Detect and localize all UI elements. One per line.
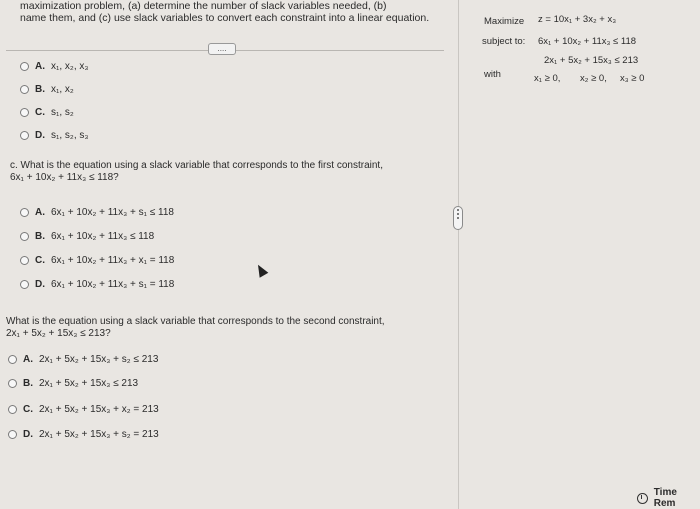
radio-button[interactable]	[20, 131, 29, 140]
pane-divider	[458, 0, 459, 509]
option-letter: D.	[35, 279, 45, 290]
option-text: s₁, s₂, s₃	[51, 130, 89, 141]
resize-handle[interactable]	[453, 206, 463, 230]
option-letter: D.	[23, 429, 33, 440]
timer-label: Time Rem	[653, 487, 677, 509]
nonneg-x3: x₃ ≥ 0	[620, 73, 645, 84]
radio-button[interactable]	[20, 256, 29, 265]
option-text: 2x₁ + 5x₂ + 15x₃ ≤ 213	[39, 378, 139, 389]
radio-button[interactable]	[8, 355, 17, 364]
partb-option-d[interactable]	[20, 130, 88, 141]
option-letter: C.	[23, 404, 33, 415]
time-remaining[interactable]	[637, 487, 700, 509]
option-letter: B.	[23, 378, 33, 389]
q1-option-c[interactable]	[20, 255, 174, 266]
option-text: s₁, s₂	[51, 107, 74, 118]
option-text: 6x₁ + 10x₂ + 11x₃ ≤ 118	[51, 231, 155, 242]
option-text: x₁, x₂, x₃	[51, 61, 89, 72]
nonneg-x2: x₂ ≥ 0,	[580, 73, 607, 84]
clock-icon	[637, 493, 648, 504]
option-text: 2x₁ + 5x₂ + 15x₃ + s₂ = 213	[39, 429, 159, 440]
radio-button[interactable]	[20, 208, 29, 217]
q2-option-d[interactable]	[8, 429, 159, 440]
option-text: 6x₁ + 10x₂ + 11x₃ + s₁ ≤ 118	[51, 207, 174, 218]
radio-button[interactable]	[20, 62, 29, 71]
radio-button[interactable]	[8, 405, 17, 414]
radio-button[interactable]	[20, 85, 29, 94]
objective-function: z = 10x₁ + 3x₂ + x₃	[538, 14, 617, 25]
header-line-1: maximization problem, (a) determine the number of slack variables needed, (b)	[20, 0, 387, 12]
q1-option-b[interactable]	[20, 231, 154, 242]
nonneg-x1: x₁ ≥ 0,	[534, 73, 561, 84]
question-second	[6, 316, 406, 340]
question-c-first	[10, 160, 410, 184]
option-text: 6x₁ + 10x₂ + 11x₃ + s₁ = 118	[51, 279, 175, 290]
partb-option-b[interactable]	[20, 84, 74, 95]
maximize-label: Maximize	[484, 16, 525, 27]
q1-option-d[interactable]	[20, 279, 174, 290]
question-line-2: 2x₁ + 5x₂ + 15x₃ ≤ 213?	[6, 328, 111, 339]
radio-button[interactable]	[20, 280, 29, 289]
option-letter: C.	[35, 107, 45, 118]
question-header	[20, 0, 440, 24]
option-text: 6x₁ + 10x₂ + 11x₃ + x₁ = 118	[51, 255, 175, 266]
question-line-2: 6x₁ + 10x₂ + 11x₃ ≤ 118?	[10, 172, 119, 183]
option-letter: A.	[23, 354, 33, 365]
subject-to-label: subject to:	[482, 36, 526, 47]
question-line-1: What is the equation using a slack variable that corresponds to the second constraint,	[6, 316, 385, 327]
radio-button[interactable]	[8, 379, 17, 388]
option-text: x₁, x₂	[51, 84, 74, 95]
q2-option-c[interactable]	[8, 404, 159, 415]
option-letter: B.	[35, 231, 45, 242]
header-line-2: name them, and (c) use slack variables to convert each constraint into a linear equation.	[20, 12, 430, 24]
option-letter: C.	[35, 255, 45, 266]
mouse-cursor-icon	[254, 262, 269, 277]
q1-option-a[interactable]	[20, 207, 174, 218]
q2-option-b[interactable]	[8, 378, 138, 389]
option-text: 2x₁ + 5x₂ + 15x₃ + x₂ = 213	[39, 404, 159, 415]
with-label: with	[484, 69, 501, 80]
problem-pane	[468, 0, 700, 509]
constraint-2: 2x₁ + 5x₂ + 15x₃ ≤ 213	[544, 55, 639, 66]
constraint-1: 6x₁ + 10x₂ + 11x₃ ≤ 118	[538, 36, 637, 47]
question-line-1: c. What is the equation using a slack variable that corresponds to the first constraint,	[10, 160, 383, 171]
option-text: 2x₁ + 5x₂ + 15x₃ + s₂ ≤ 213	[39, 354, 159, 365]
partb-option-a[interactable]	[20, 61, 88, 72]
option-letter: A.	[35, 207, 45, 218]
q2-option-a[interactable]	[8, 354, 158, 365]
radio-button[interactable]	[8, 430, 17, 439]
partb-option-c[interactable]	[20, 107, 74, 118]
radio-button[interactable]	[20, 232, 29, 241]
radio-button[interactable]	[20, 108, 29, 117]
more-button[interactable]: ....	[208, 43, 236, 55]
option-letter: B.	[35, 84, 45, 95]
option-letter: D.	[35, 130, 45, 141]
option-letter: A.	[35, 61, 45, 72]
